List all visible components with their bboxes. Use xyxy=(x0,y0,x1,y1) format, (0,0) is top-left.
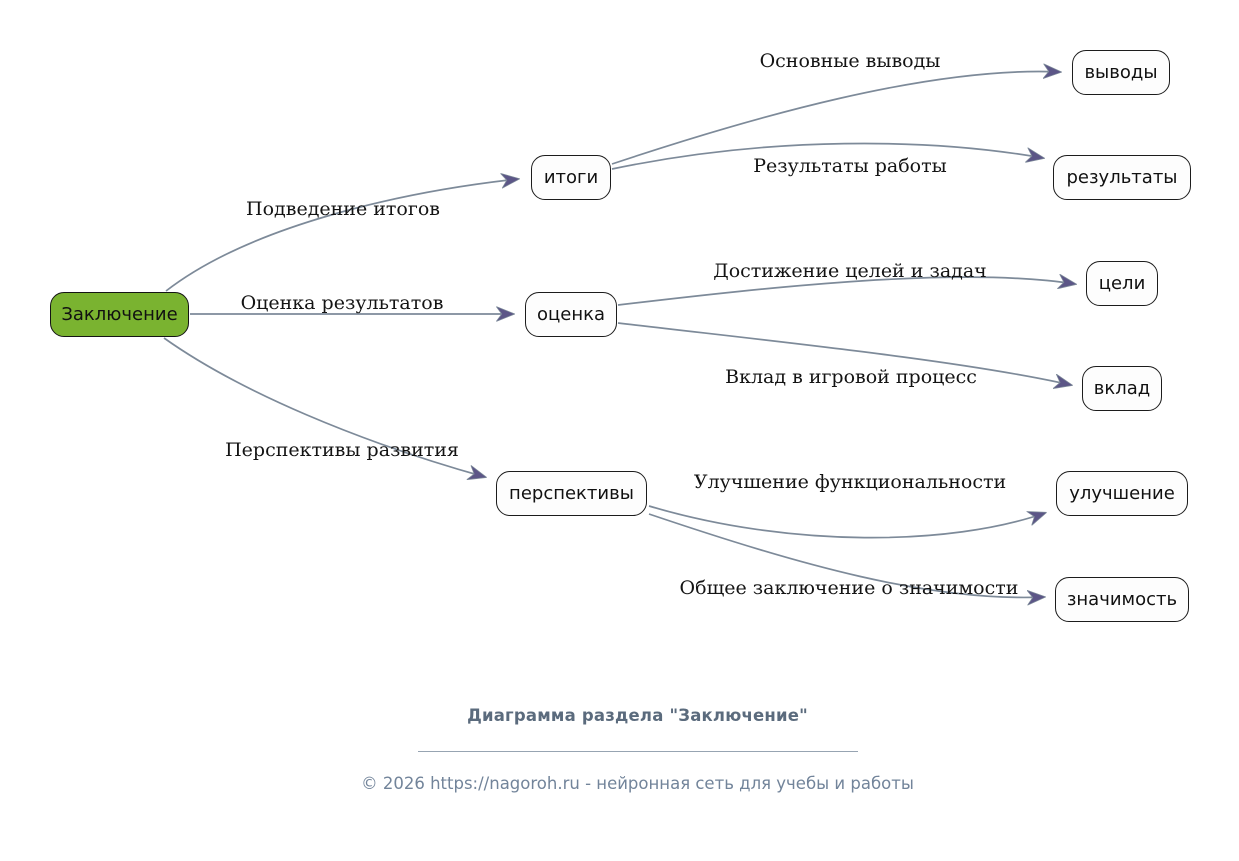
node-celi: цели xyxy=(1086,261,1158,306)
edge-label-obshchee-zaklyuchenie: Общее заключение о значимости xyxy=(679,577,1019,599)
diagram-footer xyxy=(36,706,1239,793)
node-rezultaty: результаты xyxy=(1053,155,1191,200)
node-znachimost: значимость xyxy=(1055,577,1189,622)
node-perspektivy: перспективы xyxy=(496,471,647,516)
edge-label-vklad-v-process: Вклад в игровой процесс xyxy=(725,366,977,388)
edge-label-dostizhenie-celej: Достижение целей и задач xyxy=(713,260,987,282)
footer-copyright: © 2026 https://nagoroh.ru - нейронная сеть для учебы и работы xyxy=(361,774,914,793)
diagram-caption: Диаграмма раздела "Заключение" xyxy=(467,706,808,725)
edge-label-perspektivy-razvitiya: Перспективы развития xyxy=(225,439,459,461)
footer-divider xyxy=(418,751,858,752)
edge-label-podvedenie-itogov: Подведение итогов xyxy=(246,198,440,220)
edge-label-osnovnye-vyvody: Основные выводы xyxy=(759,50,941,72)
node-ocenka: оценка xyxy=(525,292,617,337)
node-vyvody: выводы xyxy=(1072,50,1170,95)
edge-label-uluchshenie-funkcionalnosti: Улучшение функциональности xyxy=(693,471,1007,493)
edge-label-ocenka-rezultatov: Оценка результатов xyxy=(240,292,444,314)
node-uluchshenie: улучшение xyxy=(1056,471,1188,516)
node-itogi: итоги xyxy=(531,155,611,200)
edge-label-rezultaty-raboty: Результаты работы xyxy=(753,155,947,177)
node-root-zaklyuchenie: Заключение xyxy=(50,292,189,337)
node-vklad: вклад xyxy=(1082,366,1162,411)
edge-root-itogi xyxy=(166,179,518,291)
